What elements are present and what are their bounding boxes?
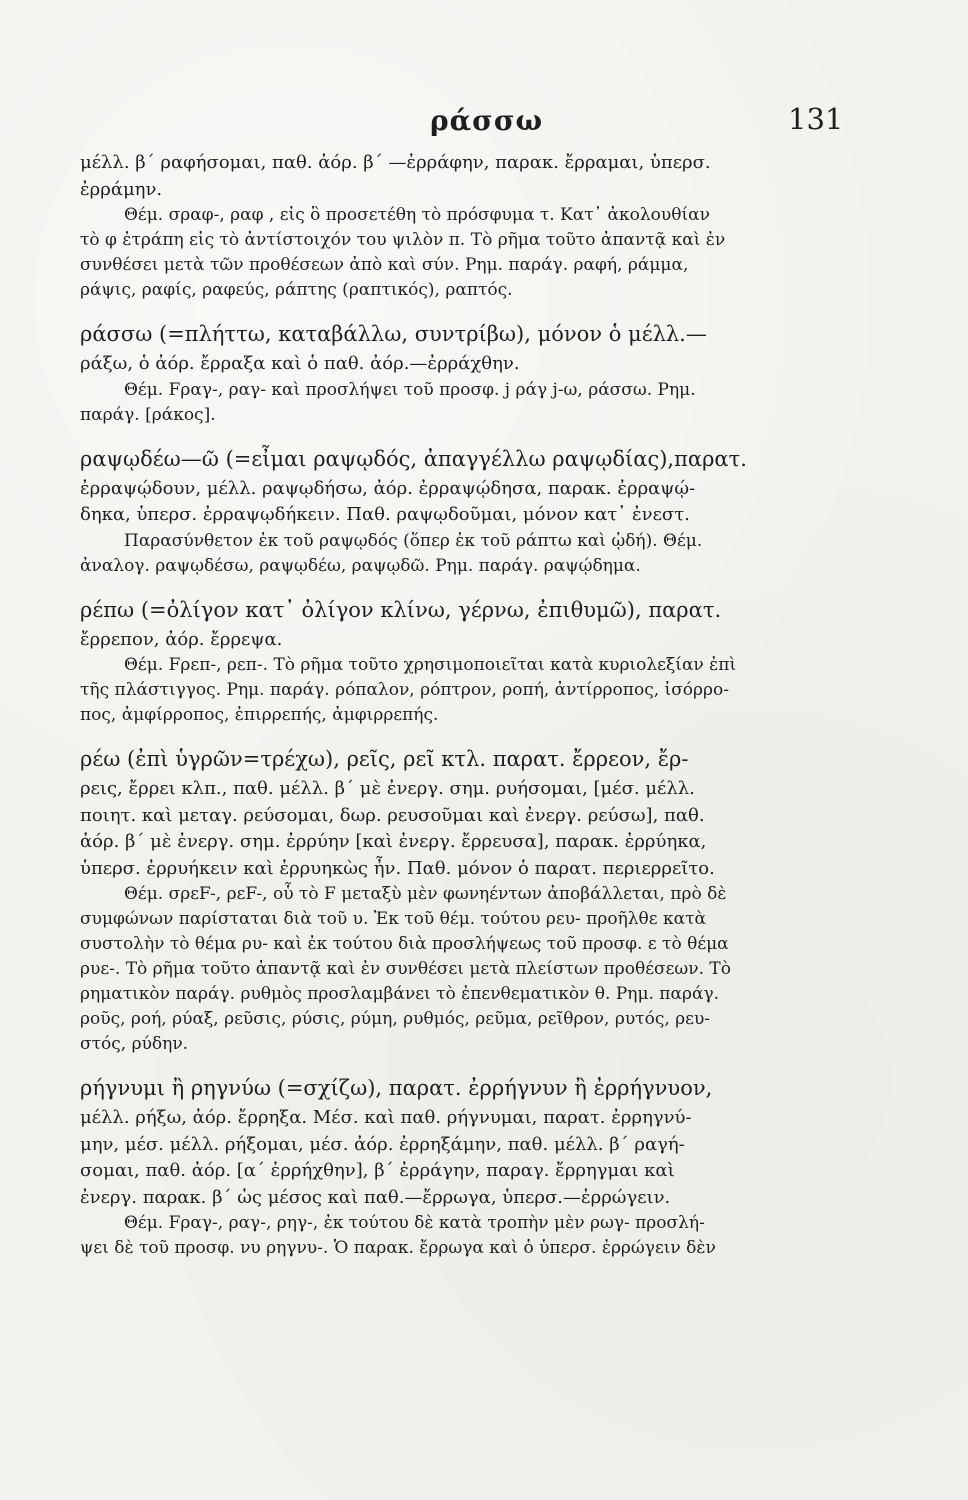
entry-line: ρεις, ἔρρει κλπ., παθ. μέλλ. β΄ μὲ ἐνεργ. σημ. ρυήσομαι, [μέσ. μέλλ. [80,778,695,799]
page-content [80,150,868,1278]
entry-headword-line: ράσσω (=πλήττω, καταβάλλω, συντρίβω), μόνον ὁ μέλλ.— [80,322,707,346]
entry-line: ὑπερσ. ἐρρυήκειν καὶ ἐρρυηκὼς ἦν. Παθ. μόνον ὁ παρατ. περιερρεῖτο. [80,857,715,879]
entry-regnymi [80,1074,868,1260]
entry-line: Παρασύνθετον ἐκ τοῦ ραψῳδός (ὅπερ ἐκ τοῦ ράπτω καὶ ᾠδή). Θέμ. [124,530,703,551]
entry-line: Θέμ. Fραγ-, ραγ-, ρηγ-, ἐκ τούτου δὲ κατὰ τροπὴν μὲν ρωγ- προσλή- [124,1213,705,1233]
entry-line: συστολὴν τὸ θέμα ρυ- καὶ ἐκ τούτου διὰ προσλήψεως τοῦ προσφ. ε τὸ θέμα [80,934,729,954]
entry-line: Θέμ. Fρεπ-, ρεπ-. Τὸ ρῆμα τοῦτο χρησιμοποιεῖται κατὰ κυριολεξίαν ἐπὶ [124,655,737,675]
entry-line: ρυε-. Τὸ ρῆμα τοῦτο ἀπαντᾷ καὶ ἐν συνθέσει μετὰ πλείστων προθέσεων. Τὸ [80,959,731,979]
page-header [0,98,968,138]
entry-line: μέλλ. β΄ ραφήσομαι, παθ. ἀόρ. β΄ —ἐρράφην, παρακ. ἔρραμαι, ὑπερσ. [80,152,711,173]
page-number: 131 [788,102,844,136]
entry-line: ἐρραψῴδουν, μέλλ. ραψῳδήσω, ἀόρ. ἐρραψῴδησα, παρακ. ἐρραψῴ- [80,477,696,499]
entry-line: στός, ρύδην. [80,1034,189,1054]
entry-line: τῆς πλάστιγγος. Ρημ. παράγ. ρόπαλον, ρόπτρον, ροπή, ἀντίρροπος, ἰσόρρο- [80,680,729,700]
entry-line: ρηματικὸν παράγ. ρυθμὸς προσλαμβάνει τὸ ἐπενθεματικὸν θ. Ρημ. παράγ. [80,984,720,1004]
entry-line: συμφώνων παρίσταται διὰ τοῦ υ. Ἐκ τοῦ θέμ. τούτου ρευ- προῆλθε κατὰ [80,909,706,929]
entry-line: παράγ. [ράκος]. [80,404,216,425]
entry-line: πος, ἀμφίρροπος, ἐπιρρεπής, ἀμφιρρεπής. [80,705,439,725]
entry-line: ποιητ. καὶ μεταγ. ρεύσομαι, δωρ. ρευσοῦμαι καὶ ἐνεργ. ρεύσω], παθ. [80,804,705,826]
entry-line: δηκα, ὑπερσ. ἐρραψῳδήκειν. Παθ. ραψῳδοῦμαι, μόνον κατ᾽ ἐνεστ. [80,504,690,525]
entry-line: μην, μέσ. μέλλ. ρήξομαι, μέσ. ἀόρ. ἐρρηξάμην, παθ. μέλλ. β΄ ραγή- [80,1133,685,1155]
entry-headword-line: ραψῳδέω—ῶ (=εἶμαι ραψῳδός, ἀπαγγέλλω ραψῳδίας),παρατ. [80,446,747,471]
entry-headword-line: ρέω (ἐπὶ ὑγρῶν=τρέχω), ρεῖς, ρεῖ κτλ. παρατ. ἔρρεον, ἔρ- [80,747,689,771]
entry-line: Θέμ. σραφ-, ραφ , εἰς ὃ προσετέθη τὸ πρόσφυμα τ. Κατ᾽ ἀκολουθίαν [124,205,710,225]
entry-line: ροῦς, ροή, ρύαξ, ρεῦσις, ρύσις, ρύμη, ρυθμός, ρεῦμα, ρεῖθρον, ρυτός, ρευ- [80,1009,711,1029]
entry-line: Θέμ. σρεF-, ρεF-, οὗ τὸ F μεταξὺ μὲν φωνηέντων ἀποβάλλεται, πρὸ δὲ [124,884,727,904]
entry-reo [80,745,868,1056]
running-head: ράσσω [430,104,544,137]
entry-line: ἐρράμην. [80,178,163,200]
entry-line: ράψις, ραφίς, ραφεύς, ράπτης (ραπτικός), ραπτός. [80,280,513,300]
entry-line: μέλλ. ρήξω, ἀόρ. ἔρρηξα. Μέσ. καὶ παθ. ρήγνυμαι, παρατ. ἐρρηγνύ- [80,1107,692,1128]
entry-line: Θέμ. Fραγ-, ραγ- καὶ προσλήψει τοῦ προσφ. j ράγ j-ω, ράσσω. Ρημ. [124,379,696,400]
entry-rapto-continuation [80,150,868,302]
entry-line: ἐνεργ. παρακ. β΄ ὡς μέσος καὶ παθ.—ἔρρωγα, ὑπερσ.—ἐρρώγειν. [80,1186,671,1208]
entry-line: συνθέσει μετὰ τῶν προθέσεων ἀπὸ καὶ σύν. Ρημ. παράγ. ραφή, ράμμα, [80,255,689,275]
entry-line: ἀναλογ. ραψῳδέσω, ραψῳδέω, ραψῳδῶ. Ρημ. παράγ. ραψῴδημα. [80,555,641,576]
entry-headword-line: ρέπω (=ὀλίγον κατ᾽ ὀλίγον κλίνω, γέρνω, ἐπιθυμῶ), παρατ. [80,597,722,622]
entry-rapsodeo [80,445,868,578]
entry-line: ἀόρ. β΄ μὲ ἐνεργ. σημ. ἐρρύην [καὶ ἐνεργ. ἔρρευσα], παρακ. ἐρρύηκα, [80,831,707,852]
entry-line: ράξω, ὁ ἀόρ. ἔρραξα καὶ ὁ παθ. ἀόρ.—ἐρράχθην. [80,353,520,374]
entry-line: ψει δὲ τοῦ προσφ. νυ ρηγνυ-. Ὁ παρακ. ἔρρωγα καὶ ὁ ὑπερσ. ἐρρώγειν δὲν [80,1238,716,1258]
entry-rasso [80,320,868,427]
entry-line: τὸ φ ἐτράπη εἰς τὸ ἀντίστοιχόν του ψιλὸν π. Τὸ ρῆμα τοῦτο ἀπαντᾷ καὶ ἐν [80,230,726,250]
entry-repo [80,596,868,728]
entry-line: σομαι, παθ. ἀόρ. [α΄ ἐρρήχθην], β΄ ἐρράγην, παραγ. ἔρρηγμαι καὶ [80,1160,675,1181]
entry-line: ἔρρεπον, ἀόρ. ἔρρεψα. [80,628,283,650]
entry-headword-line: ρήγνυμι ἢ ρηγνύω (=σχίζω), παρατ. ἐρρήγνυν ἢ ἐρρήγνυον, [80,1076,713,1100]
